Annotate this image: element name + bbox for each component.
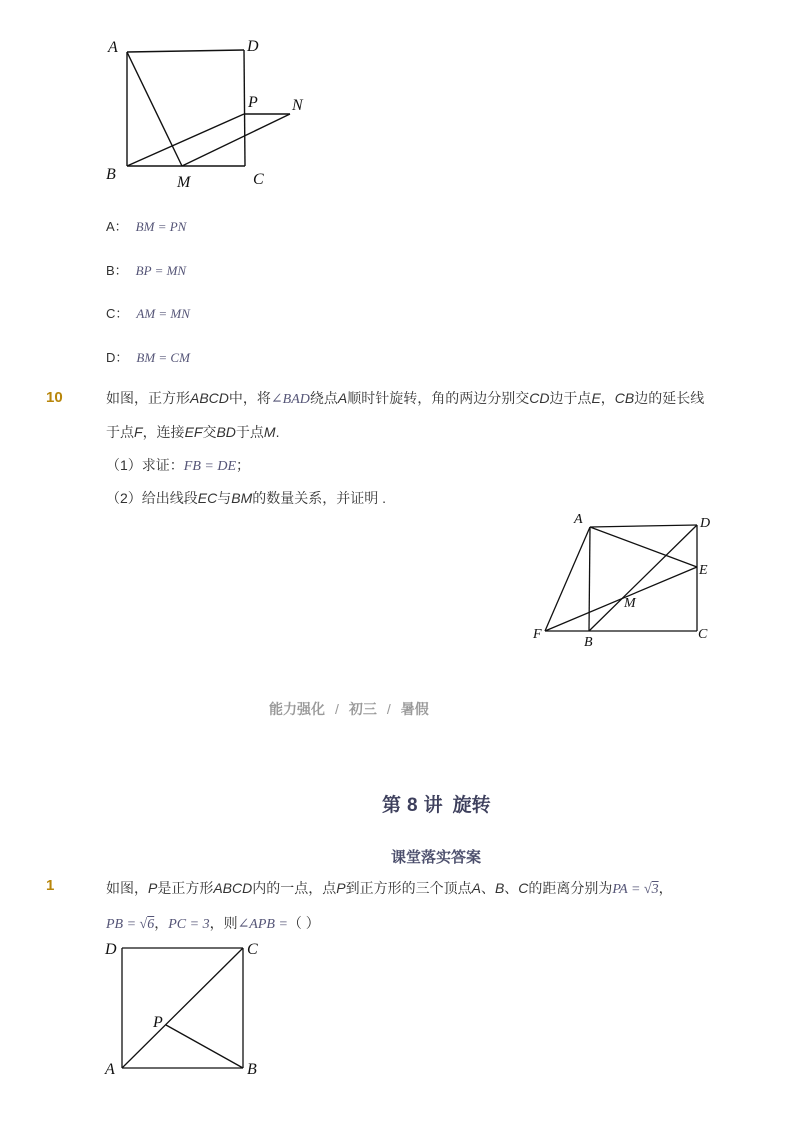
option-key: B：	[106, 263, 128, 278]
edge-ab	[589, 527, 590, 631]
option-expr: BM = CM	[136, 350, 190, 365]
question-10-part1: （1）求证：FB = DE；	[106, 457, 251, 474]
edge-dc	[244, 50, 245, 166]
label-d: D	[105, 941, 117, 958]
question-10-part2: （2）给出线段EC与BM的数量关系，并证明 .	[106, 490, 387, 506]
label-b: B	[584, 635, 593, 650]
question-10-line1: 如图，正方形ABCD中，将∠BAD绕点A顺时针旋转，角的两边分别交CD边于点E，CB边的延长线	[106, 390, 705, 407]
label-d: D	[247, 38, 259, 55]
edge-ad	[590, 525, 697, 527]
label-p: P	[153, 1014, 163, 1031]
question-number: 1	[46, 877, 55, 894]
option-expr: BP = MN	[135, 263, 187, 278]
label-c: C	[698, 627, 708, 642]
label-e: E	[699, 563, 708, 578]
label-a: A	[574, 512, 583, 527]
segment-ae	[590, 527, 697, 567]
label-c: C	[253, 171, 264, 188]
option-key: A：	[106, 219, 128, 234]
segment-pb	[166, 1025, 243, 1068]
label-n: N	[292, 97, 303, 114]
figure-square-abcd-pmn	[100, 35, 320, 195]
lecture-title: 第 8 讲 旋转	[382, 795, 491, 816]
option-key: C：	[106, 306, 129, 321]
question-number: 10	[46, 389, 63, 406]
option-expr: AM = MN	[136, 306, 190, 321]
option-expr: BM = PN	[135, 219, 187, 234]
section-title: 课堂落实答案	[391, 849, 482, 866]
option-b[interactable]	[106, 260, 186, 279]
segment-mn	[182, 114, 290, 166]
label-m: M	[624, 596, 636, 611]
segment-bp	[127, 114, 244, 166]
question-10-line2: 于点F，连接EF交BD于点M.	[106, 424, 280, 440]
label-b: B	[106, 166, 116, 183]
diagonal-ac	[122, 948, 243, 1068]
option-a[interactable]	[106, 216, 186, 235]
label-m: M	[177, 174, 191, 191]
label-a: A	[105, 1061, 115, 1078]
page-footer: 能力强化 / 初三 / 暑假	[269, 701, 429, 717]
segment-am	[127, 52, 182, 166]
label-b: B	[247, 1061, 257, 1078]
label-c: C	[247, 941, 258, 958]
label-d: D	[700, 516, 711, 531]
question-1-line1: 如图，P是正方形ABCD内的一点，点P到正方形的三个顶点A、B、C的距离分别为PA = √3，	[106, 880, 673, 897]
figure-square-abcd-efm	[525, 505, 725, 655]
label-p: P	[248, 94, 258, 111]
label-a: A	[108, 39, 118, 56]
option-d[interactable]	[106, 347, 190, 366]
segment-bd	[589, 525, 697, 631]
edge-ad	[127, 50, 244, 52]
option-key: D：	[106, 350, 129, 365]
question-1-line2: PB = √6，PC = 3，则∠APB =（ ）	[106, 915, 320, 932]
option-c[interactable]	[106, 303, 190, 322]
figure-square-abcd-p	[100, 935, 280, 1085]
label-f: F	[533, 627, 542, 642]
